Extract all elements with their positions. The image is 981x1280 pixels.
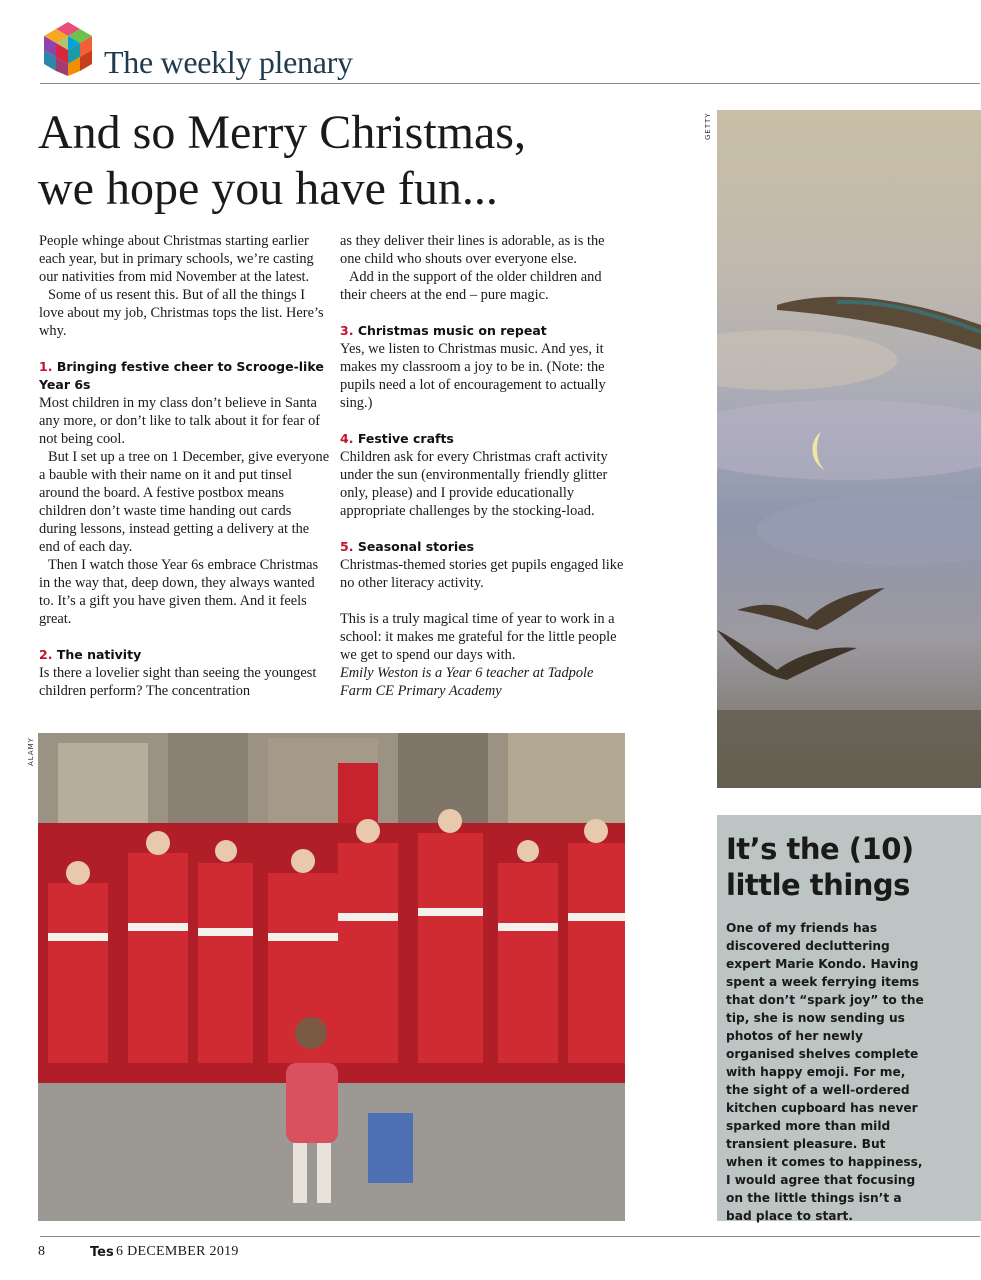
subhead-title: Christmas music on repeat <box>357 323 547 338</box>
headline-line-2: we hope you have fun... <box>38 162 498 215</box>
section-2-paragraph-2: Add in the support of the older children and their cheers at the end – pure magic. <box>340 269 602 303</box>
section-5-paragraph-1: Christmas-themed stories get pupils engaged like no other literacy activity. <box>340 557 624 591</box>
page-number: 8 <box>38 1244 45 1259</box>
subhead-1 <box>39 358 331 394</box>
subhead-3 <box>340 322 625 340</box>
footer-divider <box>40 1236 980 1237</box>
subhead-title: Seasonal stories <box>357 539 475 554</box>
section-2-paragraph-1-continued: as they deliver their lines is adorable, as is the one child who shouts over everyone else. <box>340 233 605 267</box>
painting-image <box>717 110 981 788</box>
section-3-paragraph-1: Yes, we listen to Christmas music. And yes, it makes my classroom a joy to be in. (Note: the pupils need a lot of encouragement to actually sing.) <box>340 341 606 411</box>
subhead-number: 4. <box>340 431 354 446</box>
header-divider <box>40 83 980 84</box>
photo-credit-getty: GETTY <box>704 112 712 140</box>
sidebar-title <box>726 831 976 903</box>
subhead-2 <box>39 646 331 664</box>
santa-run-photo <box>38 733 625 1221</box>
section-1-paragraph-3: Then I watch those Year 6s embrace Christmas in the way that, deep down, they always wanted to. It’s a gift you have given them. And it feels great. <box>39 557 319 627</box>
subhead-number: 3. <box>340 323 354 338</box>
section-1-paragraph-1: Most children in my class don’t believe in Santa any more, or don’t like to talk about it for fear of not being cool. <box>39 395 321 447</box>
section-4-paragraph-1: Children ask for every Christmas craft activity under the sun (environmentally friendly glitter only, please) and I provide educationally appropriate challenges by the stocking-load. <box>340 449 608 519</box>
sidebar-box <box>717 815 981 1221</box>
tes-cube-logo-icon <box>40 20 96 78</box>
santa-run-illustration <box>38 733 625 1221</box>
intro-paragraph-1: People whinge about Christmas starting earlier each year, but in primary schools, we’re casting our nativities from mid November at the latest. <box>39 233 314 285</box>
headline-line-1: And so Merry Christmas, <box>38 106 526 159</box>
painting-illustration <box>717 110 981 788</box>
intro-paragraph-2: Some of us resent this. But of all the things I love about my job, Christmas tops the list. Here’s why. <box>39 287 324 339</box>
sidebar-title-line-2: little things <box>726 868 910 902</box>
closing-paragraph: This is a truly magical time of year to work in a school: it makes me grateful for the little people we get to spend our days with. <box>340 611 617 663</box>
page-header <box>40 18 980 84</box>
subhead-title: Bringing festive cheer to Scrooge-like Year 6s <box>39 359 324 392</box>
subhead-number: 5. <box>340 539 354 554</box>
photo-credit-alamy: ALAMY <box>27 737 35 766</box>
author-byline: Emily Weston is a Year 6 teacher at Tadpole Farm CE Primary Academy <box>340 665 594 699</box>
issue-date: 6 DECEMBER 2019 <box>116 1244 239 1259</box>
subhead-4 <box>340 430 625 448</box>
section-1-paragraph-2: But I set up a tree on 1 December, give everyone a bauble with their name on it and put tinsel around the board. A festive postbox means children don’t waste time handing out cards during lessons, instead getting a delivery at the end of each day. <box>39 449 330 555</box>
subhead-number: 1. <box>39 359 53 374</box>
article-column-1 <box>39 232 331 700</box>
section-2-paragraph-1: Is there a lovelier sight than seeing the youngest children perform? The concentration <box>39 665 317 699</box>
article-column-2 <box>340 232 625 700</box>
subhead-5 <box>340 538 625 556</box>
sidebar-text: One of my friends has discovered decluttering expert Marie Kondo. Having spent a week ferrying items that don’t “spark joy” to the tip, she is now sending us photos of her newly organised shelves complete with happy emoji. For me, the sight of a well-ordered kitchen cupboard has never sparked more than mild transient pleasure. But when it comes to happiness, I would agree that focusing on the little things isn’t a bad place to start. <box>726 921 924 1223</box>
sidebar-title-line-1: It’s the (10) <box>726 832 914 866</box>
article-headline <box>38 105 658 217</box>
subhead-title: The nativity <box>56 647 142 662</box>
subhead-number: 2. <box>39 647 53 662</box>
subhead-title: Festive crafts <box>357 431 454 446</box>
brand-name: Tes <box>90 1245 114 1260</box>
section-title: The weekly plenary <box>104 44 353 80</box>
